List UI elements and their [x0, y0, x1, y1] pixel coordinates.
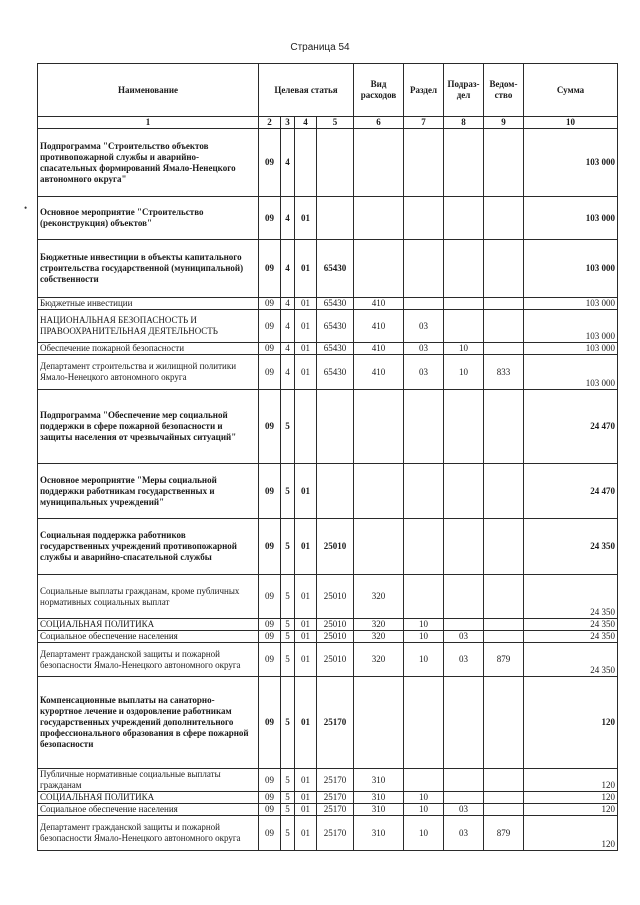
subprogram-code: 4 — [281, 240, 295, 298]
department-code — [484, 197, 524, 240]
program-code: 09 — [259, 343, 281, 355]
table-row — [38, 464, 618, 519]
activity-code: 01 — [295, 464, 317, 519]
direction-code: 25170 — [317, 816, 354, 851]
amount: 120 — [524, 792, 618, 804]
row-name: Основное мероприятие "Строительство (реконструкция) объектов" — [38, 197, 259, 240]
subsection-code: 03 — [444, 643, 484, 677]
section-code: 03 — [404, 355, 444, 390]
program-code: 09 — [259, 129, 281, 197]
department-code: 833 — [484, 355, 524, 390]
expense-type-code — [354, 197, 404, 240]
row-name: Компенсационные выплаты на санаторно-курортное лечение и оздоровление работникам государственных учреждений дополнительного профессионального образования в сфере пожарной безопасности — [38, 677, 259, 769]
index-cell: 4 — [295, 117, 317, 129]
activity-code: 01 — [295, 804, 317, 816]
row-name: НАЦИОНАЛЬНАЯ БЕЗОПАСНОСТЬ И ПРАВООХРАНИТЕЛЬНАЯ ДЕЯТЕЛЬНОСТЬ — [38, 310, 259, 343]
row-name: Бюджетные инвестиции в объекты капитального строительства государственной (муниципальной) собственности — [38, 240, 259, 298]
department-code — [484, 240, 524, 298]
program-code: 09 — [259, 575, 281, 619]
section-code — [404, 677, 444, 769]
section-code: 10 — [404, 816, 444, 851]
subprogram-code: 5 — [281, 643, 295, 677]
header-amount: Сумма — [524, 64, 618, 117]
expense-type-code — [354, 390, 404, 464]
subprogram-code: 5 — [281, 792, 295, 804]
expense-type-code — [354, 464, 404, 519]
expense-type-code — [354, 519, 404, 575]
amount: 103 000 — [524, 298, 618, 310]
direction-code: 25010 — [317, 619, 354, 631]
table-row — [38, 129, 618, 197]
subprogram-code: 4 — [281, 343, 295, 355]
table-row — [38, 769, 618, 792]
program-code: 09 — [259, 310, 281, 343]
subprogram-code: 4 — [281, 197, 295, 240]
subsection-code — [444, 464, 484, 519]
subprogram-code: 4 — [281, 355, 295, 390]
direction-code: 65430 — [317, 298, 354, 310]
section-code: 10 — [404, 804, 444, 816]
index-cell: 1 — [38, 117, 259, 129]
direction-code — [317, 129, 354, 197]
activity-code: 01 — [295, 816, 317, 851]
activity-code: 01 — [295, 240, 317, 298]
program-code: 09 — [259, 769, 281, 792]
row-name: Бюджетные инвестиции — [38, 298, 259, 310]
row-name: Социальная поддержка работников государственных учреждений противопожарной службы и аварийно-спасательной службы — [38, 519, 259, 575]
activity-code: 01 — [295, 343, 317, 355]
expense-type-code — [354, 129, 404, 197]
department-code — [484, 519, 524, 575]
program-code: 09 — [259, 519, 281, 575]
direction-code: 65430 — [317, 343, 354, 355]
section-code — [404, 240, 444, 298]
amount: 24 350 — [524, 631, 618, 643]
margin-mark: • — [24, 203, 28, 213]
direction-code: 25170 — [317, 792, 354, 804]
program-code: 09 — [259, 631, 281, 643]
index-cell: 9 — [484, 117, 524, 129]
table-row — [38, 643, 618, 677]
section-code: 03 — [404, 343, 444, 355]
section-code — [404, 298, 444, 310]
activity-code: 01 — [295, 677, 317, 769]
program-code: 09 — [259, 804, 281, 816]
section-code — [404, 390, 444, 464]
row-name: Департамент гражданской защиты и пожарной безопасности Ямало-Ненецкого автономного округа — [38, 816, 259, 851]
row-name: Публичные нормативные социальные выплаты гражданам — [38, 769, 259, 792]
row-name: Социальное обеспечение населения — [38, 804, 259, 816]
row-name: Подпрограмма "Строительство объектов противопожарной службы и аварийно-спасательных формирований Ямало-Ненецкого автономного округа" — [38, 129, 259, 197]
subsection-code — [444, 619, 484, 631]
table-row — [38, 197, 618, 240]
subprogram-code: 5 — [281, 816, 295, 851]
page-number: Страница 54 — [290, 42, 350, 53]
row-name: Департамент строительства и жилищной политики Ямало-Ненецкого автономного округа — [38, 355, 259, 390]
section-code: 10 — [404, 631, 444, 643]
subsection-code: 10 — [444, 343, 484, 355]
direction-code: 25170 — [317, 677, 354, 769]
amount: 24 470 — [524, 390, 618, 464]
activity-code: 01 — [295, 298, 317, 310]
program-code: 09 — [259, 240, 281, 298]
department-code — [484, 390, 524, 464]
expense-type-code: 320 — [354, 643, 404, 677]
index-cell: 10 — [524, 117, 618, 129]
amount: 120 — [524, 804, 618, 816]
program-code: 09 — [259, 390, 281, 464]
section-code — [404, 129, 444, 197]
subprogram-code: 5 — [281, 519, 295, 575]
department-code — [484, 619, 524, 631]
subsection-code — [444, 390, 484, 464]
subsection-code — [444, 197, 484, 240]
activity-code: 01 — [295, 619, 317, 631]
subsection-code — [444, 769, 484, 792]
row-name: Департамент гражданской защиты и пожарной безопасности Ямало-Ненецкого автономного округа — [38, 643, 259, 677]
department-code — [484, 677, 524, 769]
activity-code: 01 — [295, 631, 317, 643]
department-code — [484, 343, 524, 355]
header-section: Раздел — [404, 64, 444, 117]
index-row — [38, 117, 618, 129]
row-name: Социальные выплаты гражданам, кроме публичных нормативных социальных выплат — [38, 575, 259, 619]
department-code — [484, 464, 524, 519]
subprogram-code: 5 — [281, 575, 295, 619]
table-row — [38, 343, 618, 355]
index-cell: 7 — [404, 117, 444, 129]
direction-code: 25010 — [317, 575, 354, 619]
department-code — [484, 129, 524, 197]
subsection-code: 03 — [444, 631, 484, 643]
amount: 120 — [524, 816, 618, 851]
subprogram-code: 4 — [281, 310, 295, 343]
subprogram-code: 4 — [281, 129, 295, 197]
expense-type-code: 410 — [354, 310, 404, 343]
subprogram-code: 5 — [281, 631, 295, 643]
activity-code: 01 — [295, 792, 317, 804]
index-cell: 5 — [317, 117, 354, 129]
budget-table — [37, 63, 618, 851]
amount: 120 — [524, 769, 618, 792]
table-row — [38, 390, 618, 464]
subprogram-code: 5 — [281, 677, 295, 769]
department-code — [484, 804, 524, 816]
activity-code: 01 — [295, 769, 317, 792]
expense-type-code: 320 — [354, 575, 404, 619]
direction-code: 25010 — [317, 519, 354, 575]
subsection-code — [444, 792, 484, 804]
table-row — [38, 631, 618, 643]
index-cell: 8 — [444, 117, 484, 129]
expense-type-code: 410 — [354, 343, 404, 355]
direction-code: 65430 — [317, 240, 354, 298]
subsection-code — [444, 298, 484, 310]
header-row — [38, 64, 618, 117]
direction-code: 25010 — [317, 631, 354, 643]
expense-type-code: 310 — [354, 816, 404, 851]
table-row — [38, 575, 618, 619]
direction-code — [317, 464, 354, 519]
index-cell: 6 — [354, 117, 404, 129]
table-row — [38, 519, 618, 575]
subprogram-code: 5 — [281, 769, 295, 792]
section-code — [404, 197, 444, 240]
expense-type-code: 320 — [354, 631, 404, 643]
table-row — [38, 804, 618, 816]
program-code: 09 — [259, 298, 281, 310]
department-code — [484, 575, 524, 619]
row-name: СОЦИАЛЬНАЯ ПОЛИТИКА — [38, 792, 259, 804]
expense-type-code: 310 — [354, 804, 404, 816]
program-code: 09 — [259, 355, 281, 390]
subprogram-code: 5 — [281, 804, 295, 816]
subsection-code: 03 — [444, 804, 484, 816]
index-cell: 3 — [281, 117, 295, 129]
expense-type-code — [354, 677, 404, 769]
department-code — [484, 298, 524, 310]
direction-code: 25170 — [317, 769, 354, 792]
table-row — [38, 298, 618, 310]
amount: 103 000 — [524, 240, 618, 298]
section-code: 10 — [404, 792, 444, 804]
header-expense-type: Вид расходов — [354, 64, 404, 117]
subprogram-code: 4 — [281, 298, 295, 310]
expense-type-code — [354, 240, 404, 298]
section-code — [404, 519, 444, 575]
row-name: СОЦИАЛЬНАЯ ПОЛИТИКА — [38, 619, 259, 631]
header-target: Целевая статья — [259, 64, 354, 117]
table-body — [38, 129, 618, 851]
program-code: 09 — [259, 643, 281, 677]
section-code — [404, 769, 444, 792]
header-name: Наименование — [38, 64, 259, 117]
activity-code: 01 — [295, 643, 317, 677]
subprogram-code: 5 — [281, 390, 295, 464]
amount: 120 — [524, 677, 618, 769]
amount: 24 350 — [524, 519, 618, 575]
amount: 24 470 — [524, 464, 618, 519]
subprogram-code: 5 — [281, 619, 295, 631]
section-code: 10 — [404, 643, 444, 677]
direction-code — [317, 197, 354, 240]
department-code — [484, 769, 524, 792]
activity-code: 01 — [295, 575, 317, 619]
table-row — [38, 310, 618, 343]
direction-code: 25170 — [317, 804, 354, 816]
subsection-code: 03 — [444, 816, 484, 851]
expense-type-code: 410 — [354, 298, 404, 310]
expense-type-code: 410 — [354, 355, 404, 390]
activity-code: 01 — [295, 197, 317, 240]
amount: 103 000 — [524, 129, 618, 197]
subprogram-code: 5 — [281, 464, 295, 519]
amount: 103 000 — [524, 197, 618, 240]
activity-code: 01 — [295, 355, 317, 390]
activity-code — [295, 390, 317, 464]
program-code: 09 — [259, 619, 281, 631]
amount: 24 350 — [524, 643, 618, 677]
subsection-code — [444, 677, 484, 769]
activity-code: 01 — [295, 519, 317, 575]
amount: 103 000 — [524, 355, 618, 390]
row-name: Подпрограмма "Обеспечение мер социальной поддержки в сфере пожарной безопасности и защиты населения от чрезвычайных ситуаций" — [38, 390, 259, 464]
department-code — [484, 310, 524, 343]
amount: 24 350 — [524, 619, 618, 631]
activity-code — [295, 129, 317, 197]
section-code — [404, 575, 444, 619]
program-code: 09 — [259, 792, 281, 804]
direction-code: 65430 — [317, 310, 354, 343]
subsection-code — [444, 575, 484, 619]
header-subsection: Подраз-дел — [444, 64, 484, 117]
program-code: 09 — [259, 816, 281, 851]
table-row — [38, 240, 618, 298]
program-code: 09 — [259, 677, 281, 769]
section-code: 03 — [404, 310, 444, 343]
subsection-code — [444, 519, 484, 575]
amount: 24 350 — [524, 575, 618, 619]
expense-type-code: 310 — [354, 792, 404, 804]
row-name: Основное мероприятие "Меры социальной поддержки работникам государственных и муниципальных учреждений" — [38, 464, 259, 519]
subsection-code: 10 — [444, 355, 484, 390]
amount: 103 000 — [524, 343, 618, 355]
section-code — [404, 464, 444, 519]
department-code: 879 — [484, 643, 524, 677]
department-code — [484, 631, 524, 643]
amount: 103 000 — [524, 310, 618, 343]
table-row — [38, 792, 618, 804]
table-row — [38, 677, 618, 769]
row-name: Социальное обеспечение населения — [38, 631, 259, 643]
subsection-code — [444, 240, 484, 298]
subsection-code — [444, 310, 484, 343]
table-row — [38, 619, 618, 631]
activity-code: 01 — [295, 310, 317, 343]
index-cell: 2 — [259, 117, 281, 129]
program-code: 09 — [259, 197, 281, 240]
table-row — [38, 816, 618, 851]
direction-code: 25010 — [317, 643, 354, 677]
subsection-code — [444, 129, 484, 197]
expense-type-code: 310 — [354, 769, 404, 792]
table-row — [38, 355, 618, 390]
row-name: Обеспечение пожарной безопасности — [38, 343, 259, 355]
department-code — [484, 792, 524, 804]
expense-type-code: 320 — [354, 619, 404, 631]
direction-code — [317, 390, 354, 464]
program-code: 09 — [259, 464, 281, 519]
section-code: 10 — [404, 619, 444, 631]
department-code: 879 — [484, 816, 524, 851]
direction-code: 65430 — [317, 355, 354, 390]
header-department: Ведом-ство — [484, 64, 524, 117]
